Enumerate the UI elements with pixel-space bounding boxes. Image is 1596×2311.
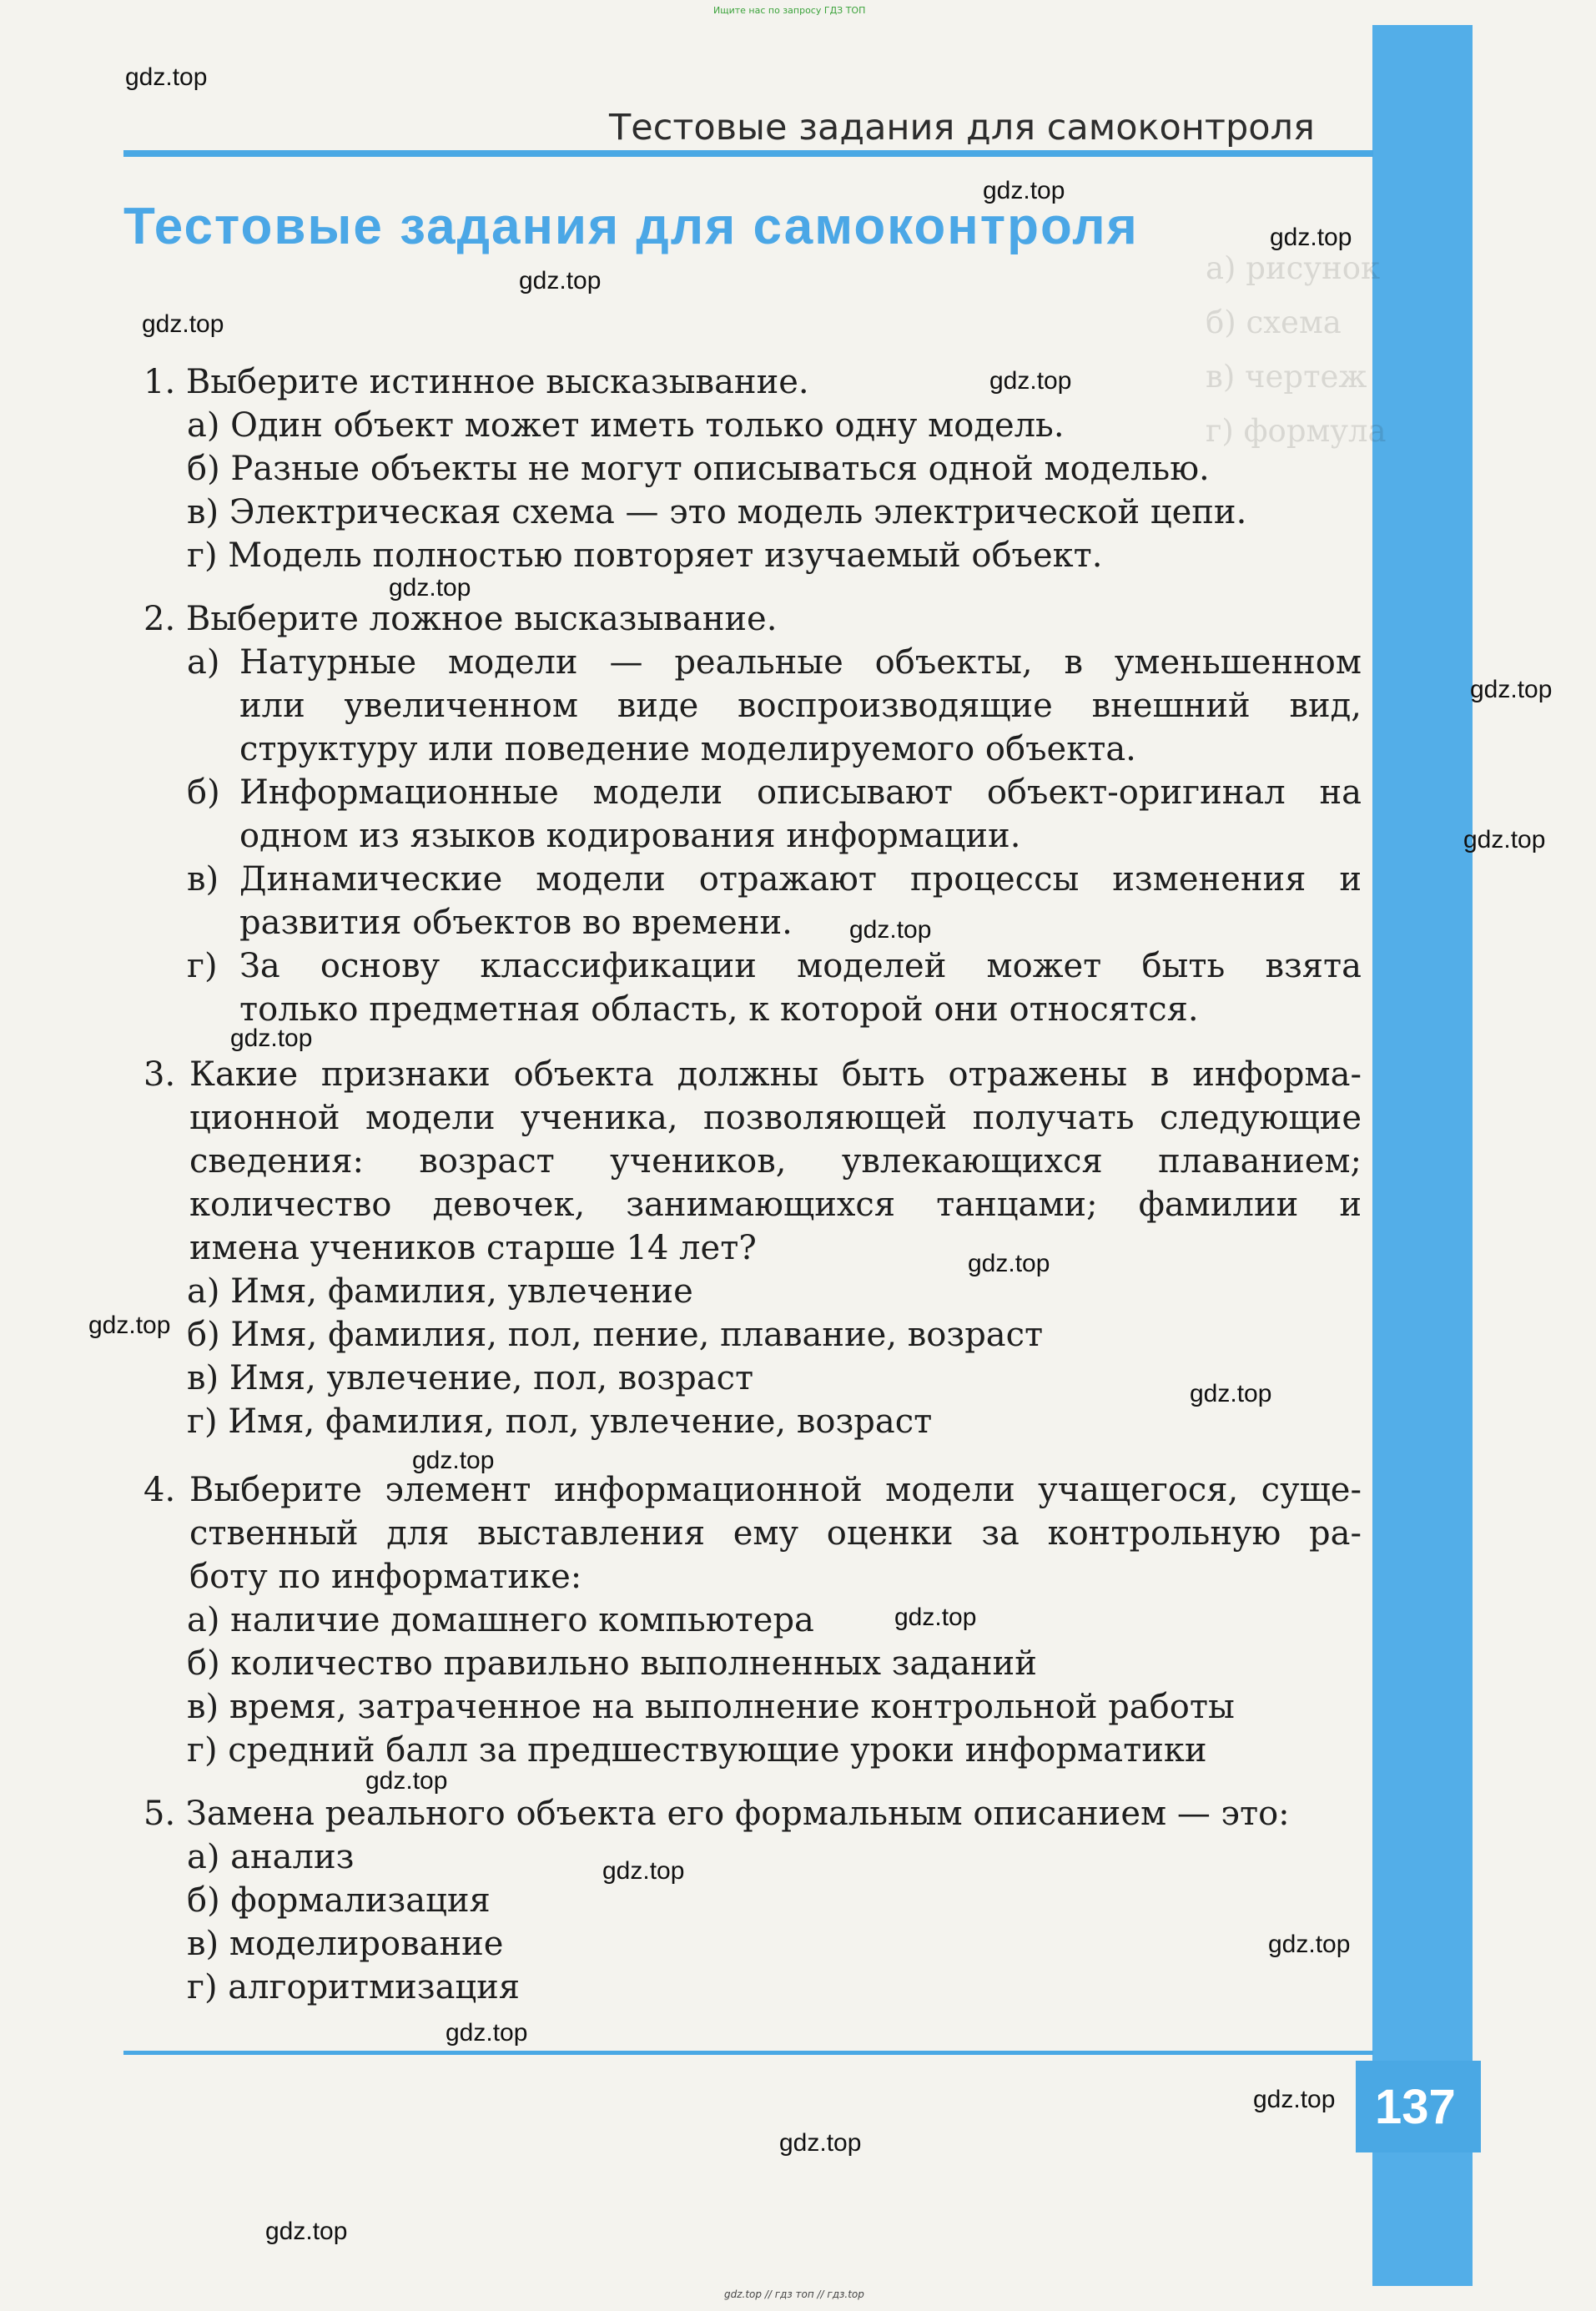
watermark: gdz.top [230, 1025, 313, 1052]
option-b [143, 1879, 1362, 1922]
option-b [143, 771, 1362, 858]
option-line: Динамические модели отражают процессы изменения и [239, 860, 1362, 899]
watermark: gdz.top [894, 1604, 977, 1631]
watermark: gdz.top [125, 63, 208, 91]
option-b [143, 447, 1362, 491]
option-a [143, 404, 1362, 447]
option-text: Модель полностью повторяет изучаемый объект. [228, 536, 1103, 575]
option-letter: в) [187, 1359, 219, 1397]
question-text [143, 1053, 1362, 1270]
option-a [143, 1599, 1362, 1642]
question-line: Выберите элемент информационной модели учащегося, суще- [189, 1471, 1362, 1509]
option-line: развития объектов во времени. [239, 904, 793, 942]
option-line: структуру или поведение моделируемого объекта. [239, 730, 1136, 768]
option-text: Электрическая схема — это модель электрической цепи. [229, 493, 1247, 531]
option-letter: в) [187, 493, 219, 531]
option-d [143, 1400, 1362, 1443]
question-number: 1. [143, 363, 176, 401]
question-line: Какие признаки объекта должны быть отражены в информа- [189, 1055, 1362, 1094]
watermark: gdz.top [1270, 224, 1352, 251]
question-line: имена учеников старше 14 лет? [189, 1229, 757, 1267]
option-letter: а) [187, 1272, 220, 1311]
option-c [143, 1357, 1362, 1400]
option-a [143, 1270, 1362, 1313]
option-letter: г) [187, 1968, 218, 2006]
option-letter: г) [187, 947, 218, 985]
watermark: gdz.top [602, 1857, 685, 1885]
option-b [143, 1313, 1362, 1357]
option-text: Имя, фамилия, пол, пение, плавание, возраст [230, 1316, 1044, 1354]
option-letter: г) [187, 1402, 218, 1441]
option-letter: г) [187, 1731, 218, 1770]
question-line: ственный для выставления ему оценки за контрольную ра- [189, 1514, 1362, 1553]
option-c [143, 858, 1362, 944]
option-letter: а) [187, 1601, 220, 1639]
watermark: gdz.top [1253, 2086, 1336, 2113]
question-line: количество девочек, занимающихся танцами; фамилии и [189, 1186, 1362, 1224]
option-letter: а) [187, 406, 220, 445]
option-letter: в) [187, 1925, 219, 1963]
bottom-credit: gdz.top // гдз топ // гдз.top [724, 2288, 864, 2300]
header-rule [123, 150, 1373, 157]
watermark: gdz.top [265, 2218, 348, 2245]
watermark: gdz.top [412, 1447, 495, 1474]
footer-rule [123, 2051, 1373, 2055]
option-line: Информационные модели описывают объект-оригинал на [239, 773, 1362, 812]
option-letter: б) [187, 1644, 220, 1683]
watermark: gdz.top [88, 1312, 171, 1339]
option-text: Разные объекты не могут описываться одной моделью. [230, 450, 1210, 488]
question-5 [143, 1792, 1362, 2009]
bleed-line: б) схема [1206, 305, 1342, 340]
question-line: Выберите ложное высказывание. [185, 600, 778, 638]
option-text: средний балл за предшествующие уроки информатики [228, 1731, 1207, 1770]
question-number: 4. [143, 1471, 176, 1509]
question-number: 3. [143, 1055, 176, 1094]
option-text: алгоритмизация [228, 1968, 521, 2006]
watermark: gdz.top [1470, 676, 1553, 703]
option-letter: б) [187, 1316, 220, 1354]
question-line: ционной модели ученика, позволяющей получать следующие [189, 1099, 1362, 1137]
option-text: количество правильно выполненных заданий [230, 1644, 1037, 1683]
option-c [143, 491, 1362, 534]
page-title: Тестовые задания для самоконтроля [123, 198, 1139, 255]
question-line: Замена реального объекта его формальным описанием — это: [185, 1795, 1290, 1833]
option-text: Один объект может иметь только одну модель. [230, 406, 1065, 445]
option-text: Имя, фамилия, пол, увлечение, возраст [228, 1402, 933, 1441]
watermark: gdz.top [142, 310, 224, 338]
option-line: или увеличенном виде воспроизводящие внешний вид, [239, 687, 1362, 725]
option-text: анализ [230, 1838, 355, 1876]
option-text: время, затраченное на выполнение контрольной работы [229, 1688, 1235, 1726]
question-line: боту по информатике: [189, 1558, 582, 1596]
option-letter: б) [187, 1881, 220, 1920]
option-text: формализация [230, 1881, 491, 1920]
watermark: gdz.top [519, 267, 602, 295]
option-letter: а) [187, 643, 220, 682]
watermark: gdz.top [983, 177, 1065, 204]
option-d [143, 1966, 1362, 2009]
option-letter: б) [187, 773, 220, 812]
option-line: Натурные модели — реальные объекты, в уменьшенном [239, 643, 1362, 682]
option-line: одном из языков кодирования информации. [239, 817, 1021, 855]
top-banner: Ищите нас по запросу ГДЗ ТОП [713, 5, 866, 16]
watermark: gdz.top [365, 1767, 448, 1795]
question-line: сведения: возраст учеников, увлекающихся плаванием; [189, 1142, 1362, 1181]
option-d [143, 1729, 1362, 1772]
running-header: Тестовые задания для самоконтроля [609, 107, 1315, 149]
bleed-line: а) рисунок [1206, 250, 1381, 286]
watermark: gdz.top [779, 2129, 862, 2157]
question-2 [143, 597, 1362, 1031]
question-number: 2. [143, 600, 176, 638]
watermark: gdz.top [1190, 1380, 1272, 1407]
question-line: Выберите истинное высказывание. [185, 363, 809, 401]
option-d [143, 534, 1362, 577]
option-text: наличие домашнего компьютера [230, 1601, 814, 1639]
option-b [143, 1642, 1362, 1685]
option-line: только предметная область, к которой они относятся. [239, 990, 1199, 1029]
option-a [143, 1835, 1362, 1879]
question-4 [143, 1468, 1362, 1772]
option-letter: а) [187, 1838, 220, 1876]
watermark: gdz.top [849, 916, 932, 944]
option-a [143, 641, 1362, 771]
question-text [143, 360, 1362, 404]
option-c [143, 1922, 1362, 1966]
question-1 [143, 360, 1362, 577]
page-edge-strip [1372, 25, 1473, 2286]
watermark: gdz.top [1268, 1931, 1351, 1958]
option-c [143, 1685, 1362, 1729]
question-number: 5. [143, 1795, 176, 1833]
watermark: gdz.top [446, 2019, 528, 2047]
option-d [143, 944, 1362, 1031]
watermark: gdz.top [1463, 826, 1546, 853]
watermark: gdz.top [989, 367, 1072, 395]
bleed-line: в) чертеж [1206, 359, 1367, 395]
question-text [143, 1468, 1362, 1599]
option-letter: б) [187, 450, 220, 488]
option-text: Имя, увлечение, пол, возраст [229, 1359, 754, 1397]
watermark: gdz.top [389, 574, 471, 602]
option-text: моделирование [229, 1925, 504, 1963]
bleed-line: г) формула [1206, 413, 1387, 449]
option-letter: г) [187, 536, 218, 575]
page-number: 137 [1375, 2080, 1456, 2134]
question-text [143, 597, 1362, 641]
option-letter: в) [187, 860, 219, 899]
question-3 [143, 1053, 1362, 1443]
watermark: gdz.top [968, 1250, 1050, 1277]
question-text [143, 1792, 1362, 1835]
option-line: За основу классификации моделей может быть взята [239, 947, 1362, 985]
option-text: Имя, фамилия, увлечение [230, 1272, 693, 1311]
option-letter: в) [187, 1688, 219, 1726]
